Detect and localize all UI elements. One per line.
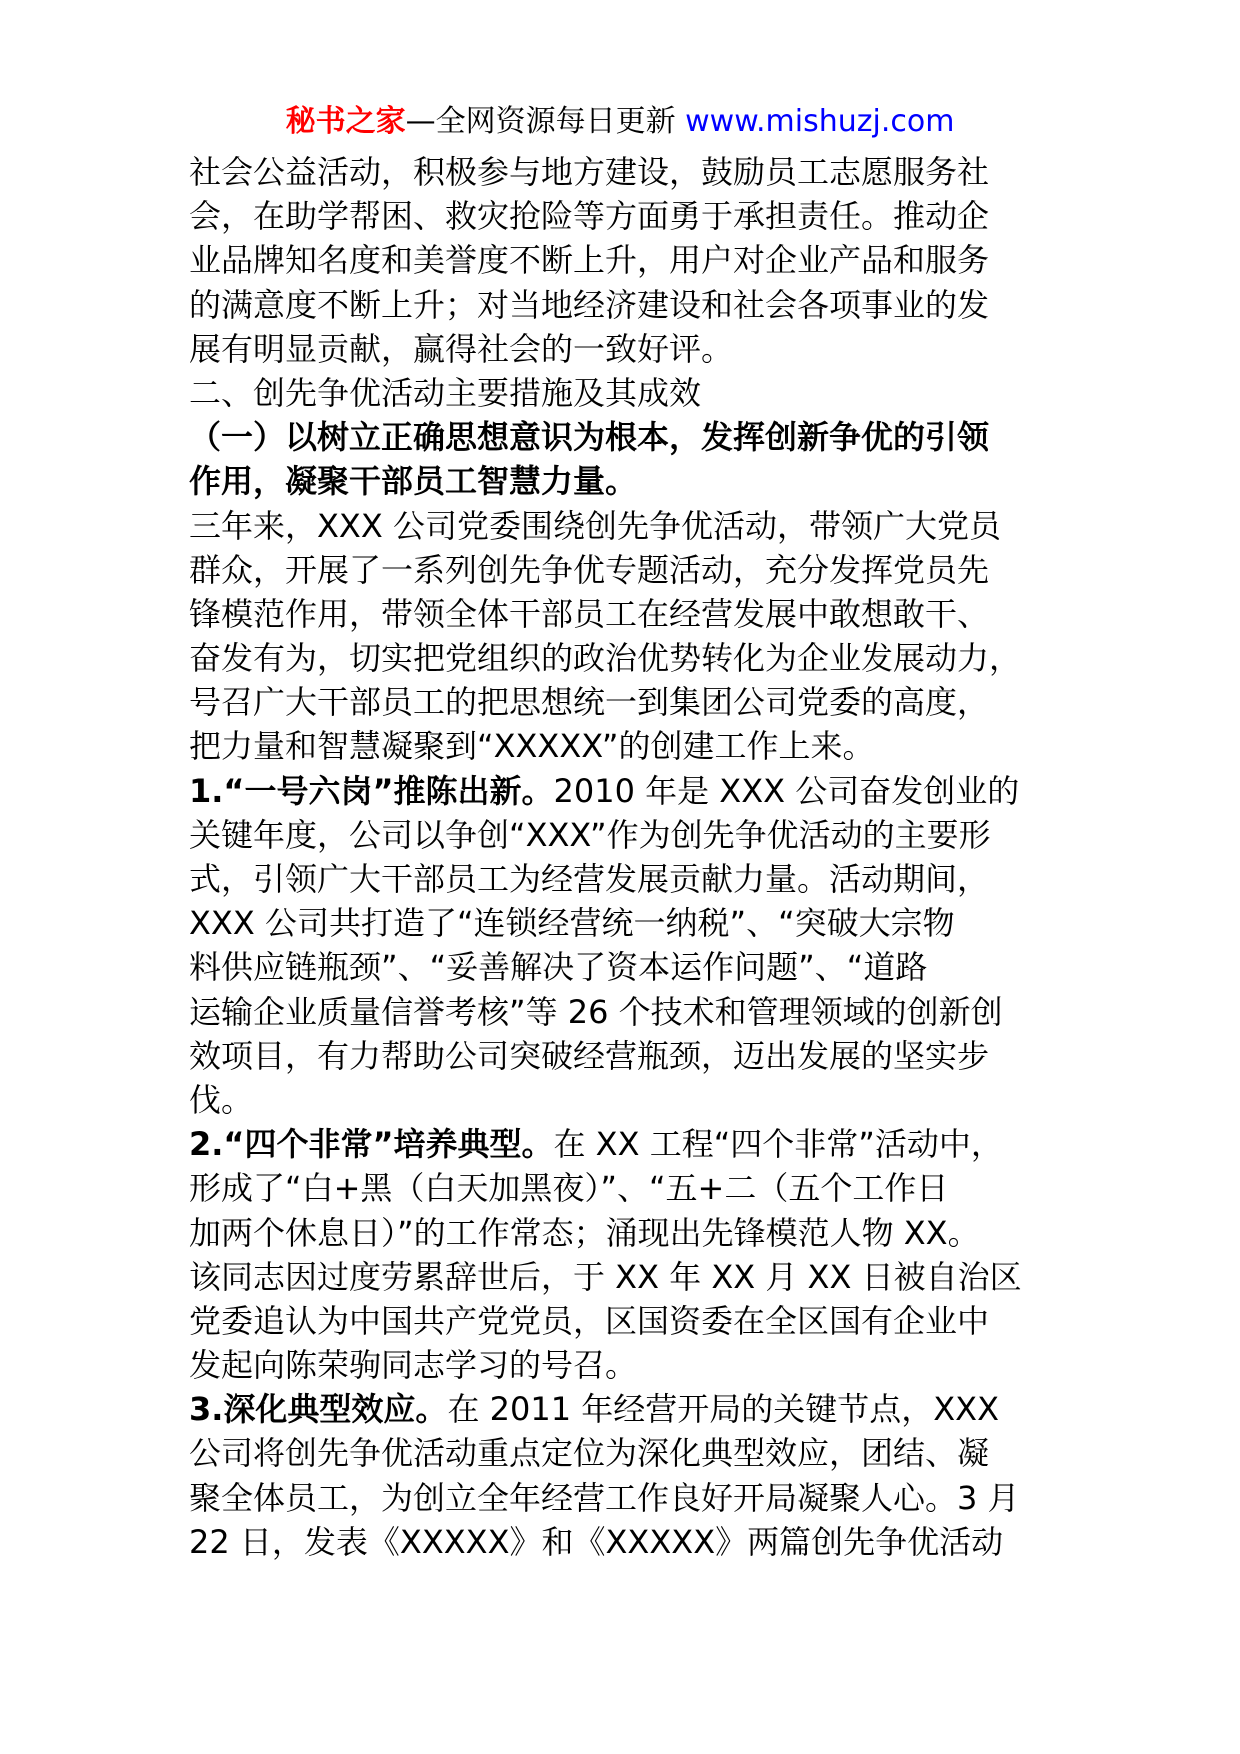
text-line — [189, 1387, 1069, 1431]
text-run: 二、创先争优活动主要措施及其成效 — [189, 373, 702, 412]
text-line — [189, 1520, 1069, 1564]
text-run: 的满意度不断上升；对当地经济建设和社会各项事业的发 — [189, 285, 990, 324]
text-run: 三年来，XXX 公司党委围绕创先争优活动，带领广大党员 — [189, 506, 1001, 545]
text-line — [189, 459, 1069, 503]
text-run: 运输企业质量信誉考核”等 26 个技术和管理领域的创新创 — [189, 992, 1003, 1031]
text-run: 2010 年是 XXX 公司奋发创业的 — [553, 771, 1020, 810]
text-run: 式，引领广大干部员工为经营发展贡献力量。活动期间， — [189, 860, 990, 898]
text-line — [189, 1255, 1069, 1299]
text-run: 把力量和智慧凝聚到“XXXXX”的创建工作上来。 — [189, 727, 875, 766]
text-run: 关键年度，公司以争创“XXX”作为创先争优活动的主要形 — [189, 815, 991, 854]
text-line — [189, 724, 1069, 768]
text-line — [189, 548, 1069, 592]
text-line — [189, 1431, 1069, 1475]
text-line — [189, 1476, 1069, 1520]
text-run: XXX 公司共打造了“连锁经营统一纳税”、“突破大宗物 — [189, 904, 955, 943]
text-line — [189, 680, 1069, 724]
brand-name: 秘书之家 — [285, 104, 406, 139]
header-tagline: —全网资源每日更新 — [405, 104, 686, 139]
website-link[interactable]: www.mishuzj.com — [685, 104, 955, 139]
text-line — [189, 1078, 1069, 1122]
text-line — [189, 415, 1069, 459]
text-run: 22 日，发表《XXXXX》和《XXXXX》两篇创先争优活动 — [189, 1522, 1004, 1561]
bold-run: 3.深化典型效应。 — [189, 1390, 448, 1429]
text-line — [189, 1211, 1069, 1255]
text-line — [189, 1122, 1069, 1166]
text-run: 料供应链瓶颈”、“妥善解决了资本运作问题”、“道路 — [189, 948, 928, 987]
text-run: 展有明显贡献，赢得社会的一致好评。 — [189, 329, 734, 368]
page-header — [0, 102, 1240, 142]
text-run: 该同志因过度劳累辞世后，于 XX 年 XX 月 XX 日被自治区 — [189, 1257, 1022, 1296]
text-run: 加两个休息日）”的工作常态；涌现出先锋模范人物 XX。 — [189, 1213, 980, 1252]
text-run: 党委追认为中国共产党党员，区国资委在全区国有企业中 — [189, 1301, 990, 1340]
text-run: 效项目，有力帮助公司突破经营瓶颈，迈出发展的坚实步 — [189, 1036, 990, 1075]
text-line — [189, 901, 1069, 945]
text-run: 发起向陈荣驹同志学习的号召。 — [189, 1346, 638, 1385]
text-line — [189, 636, 1069, 680]
text-run: 锋模范作用，带领全体干部员工在经营发展中敢想敢干、 — [189, 594, 990, 633]
text-line — [189, 769, 1069, 813]
bold-run: 作用，凝聚干部员工智慧力量。 — [189, 462, 638, 501]
text-line — [189, 1299, 1069, 1343]
text-line — [189, 150, 1069, 194]
text-line — [189, 1343, 1069, 1387]
text-line — [189, 1166, 1069, 1210]
text-run: 号召广大干部员工的把思想统一到集团公司党委的高度， — [189, 683, 990, 722]
text-line — [189, 371, 1069, 415]
bold-run: 1.“一号六岗”推陈出新。 — [189, 771, 554, 810]
text-line — [189, 813, 1069, 857]
bold-run: 2.“四个非常”培养典型。 — [189, 1125, 554, 1164]
text-run: 社会公益活动，积极参与地方建设，鼓励员工志愿服务社 — [189, 153, 990, 191]
text-run: 聚全体员工，为创立全年经营工作良好开局凝聚人心。3 月 — [189, 1478, 1020, 1517]
text-line — [189, 194, 1069, 238]
text-run: 伐。 — [189, 1080, 254, 1119]
text-line — [189, 857, 1069, 901]
text-line — [189, 238, 1069, 282]
text-run: 公司将创先争优活动重点定位为深化典型效应，团结、凝 — [189, 1434, 990, 1473]
text-line — [189, 327, 1069, 371]
text-run: 形成了“白+黑（白天加黑夜）”、“五+二（五个工作日 — [189, 1169, 949, 1208]
document-body — [189, 150, 1069, 1564]
text-line — [189, 1034, 1069, 1078]
text-line — [189, 592, 1069, 636]
text-line — [189, 283, 1069, 327]
text-run: 业品牌知名度和美誉度不断上升，用户对企业产品和服务 — [189, 241, 990, 280]
text-line — [189, 945, 1069, 989]
bold-run: （一）以树立正确思想意识为根本，发挥创新争优的引领 — [189, 418, 990, 457]
text-run: 奋发有为，切实把党组织的政治优势转化为企业发展动力， — [189, 639, 1022, 678]
text-run: 在 2011 年经营开局的关键节点，XXX — [447, 1390, 999, 1429]
text-run: 会，在助学帮困、救灾抢险等方面勇于承担责任。推动企 — [189, 197, 990, 236]
text-line — [189, 504, 1069, 548]
text-line — [189, 990, 1069, 1034]
text-run: 在 XX 工程“四个非常”活动中， — [553, 1125, 1003, 1164]
text-run: 群众，开展了一系列创先争优专题活动，充分发挥党员先 — [189, 550, 990, 589]
